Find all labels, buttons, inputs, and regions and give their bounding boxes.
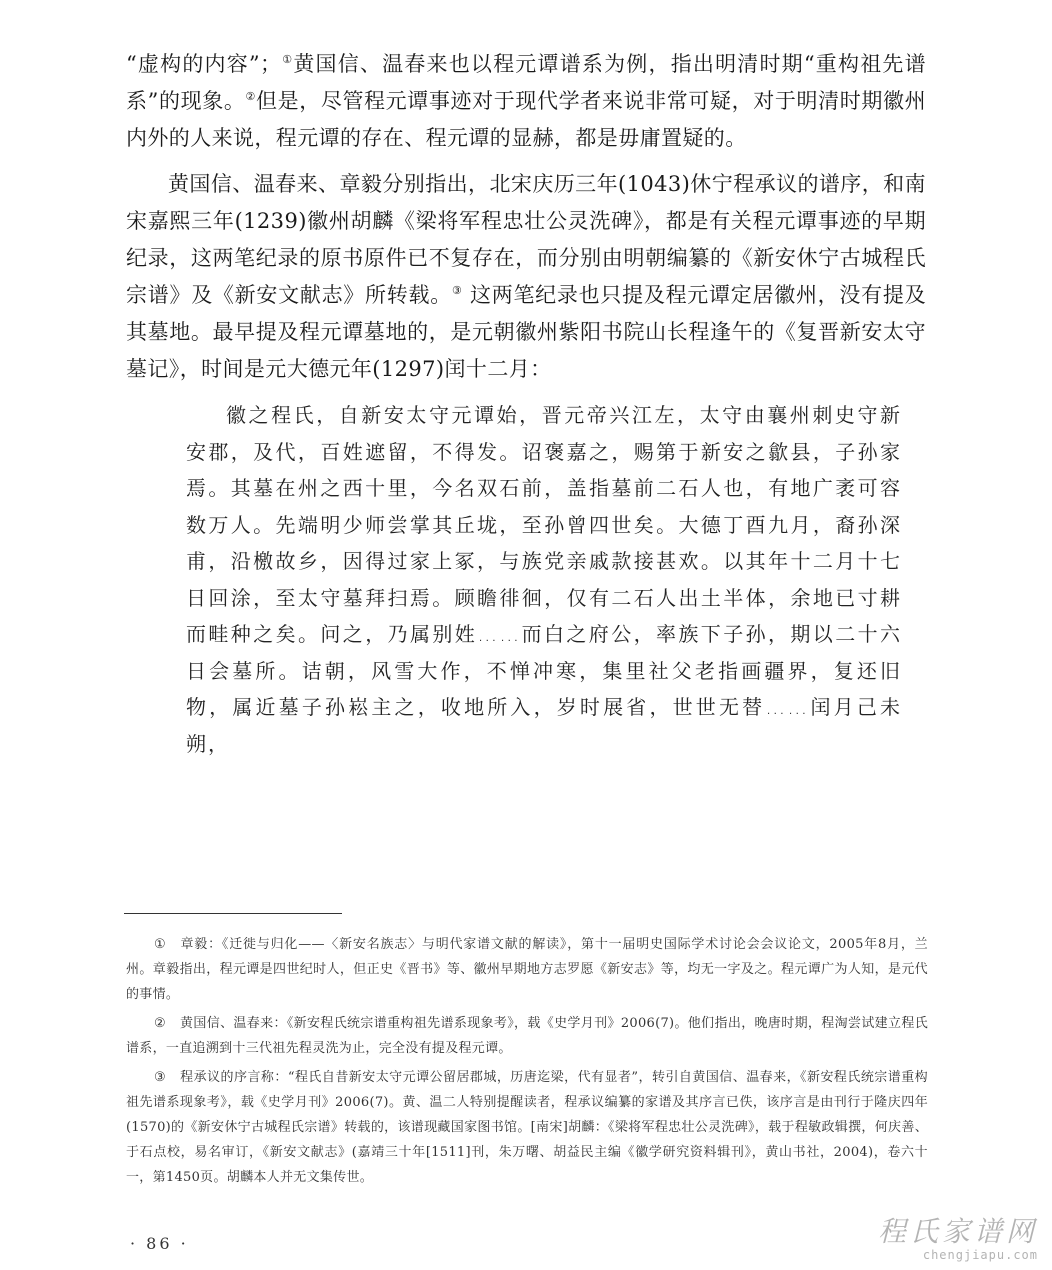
footnote-3: [126, 1065, 928, 1190]
paragraph-text: 这两笔纪录也只提及程元谭定居徽州，没有提及其墓地。最早提及程元谭墓地的，是元朝徽州紫阳书院山长程逢午的《复晋新安太守墓记》，时间是元大德元年(1297)闰十二月：: [126, 283, 927, 381]
paragraph-text: “虚构的内容”；: [126, 52, 282, 76]
footnote-mark: ②: [154, 1016, 166, 1031]
footnote-ref[interactable]: ①: [281, 53, 294, 66]
body-paragraph-1: [126, 46, 926, 157]
watermark: [878, 1216, 1038, 1262]
paragraph-text: 黄国信、温春来也以程元谭谱系为例，指出明清时期“重构祖先谱系”的现象。: [126, 52, 926, 113]
footnote-mark: ①: [154, 937, 166, 952]
footnotes-section: [126, 932, 928, 1194]
footnote-text: 程承议的序言称：“程氏自昔新安太守元谭公留居郡城，历唐迄梁，代有显者”，转引自黄国信、温春来，《新安程氏统宗谱重构祖先谱系现象考》，载《史学月刊》2006(7)。黄、温二人特别提醒读者，程承议编纂的家谱及其序言已佚，该序言是由刊行于隆庆四年(1570)的《新安休宁古城程氏宗谱》转载的，该谱现藏国家图书馆。[南宋]胡麟：《梁将军程忠壮公灵洗碑》，载于程敏政辑撰，何庆善、于石点校，易名审订，《新安文献志》(嘉靖三十年[1511]刊，朱万曙、胡益民主编《徽学研究资料辑刊》，黄山书社，2004)，卷六十一，第1450页。胡麟本人并无文集传世。: [126, 1070, 928, 1185]
footnote-1: [126, 932, 928, 1007]
footnote-2: [126, 1011, 928, 1061]
footnote-divider: [124, 913, 342, 914]
footnote-ref[interactable]: ③: [451, 284, 463, 297]
body-paragraph-2: [126, 166, 926, 388]
footnote-text: 章毅：《迁徙与归化——〈新安名族志〉与明代家谱文献的解读》，第十一届明史国际学术讨论会会议论文，2005年8月，兰州。章毅指出，程元谭是四世纪时人，但正史《晋书》等、徽州早期地方志罗愿《新安志》等，均无一字及之。程元谭广为人知，是元代的事情。: [126, 937, 928, 1002]
footnote-ref[interactable]: ②: [245, 90, 256, 103]
footnote-mark: ③: [154, 1070, 166, 1085]
paragraph-text: 但是，尽管程元谭事迹对于现代学者来说非常可疑，对于明清时期徽州内外的人来说，程元谭的存在、程元谭的显赫，都是毋庸置疑的。: [126, 89, 926, 150]
paragraph-text: 黄国信、温春来、章毅分别指出，北宋庆历三年(1043)休宁程承议的谱序，和南宋嘉熙三年(1239)徽州胡麟《梁将军程忠壮公灵洗碑》，都是有关程元谭事迹的早期纪录，这两笔纪录的原书原件已不复存在，而分别由明朝编纂的《新安休宁古城程氏宗谱》及《新安文献志》所转载。: [126, 172, 926, 307]
watermark-url: chengjiapu.com: [922, 1248, 1038, 1262]
page-number: · 86 ·: [130, 1234, 189, 1253]
block-quote: 徽之程氏，自新安太守元谭始，晋元帝兴江左，太守由襄州刺史守新安郡，及代，百姓遮留，不得发。诏褒嘉之，赐第于新安之歙县，子孙家焉。其墓在州之西十里，今名双石前，盖指墓前二石人也，有地广袤可容数万人。先端明少师尝掌其丘垅，至孙曾四世矣。大德丁酉九月，裔孙深甫，沿檄故乡，因得过家上冢，与族党亲戚款接甚欢。以其年十二月十七日回涂，至太守墓拜扫焉。顾瞻徘徊，仅有二石人出土半体，余地已寸耕而畦种之矣。问之，乃属别姓……而白之府公，率族下子孙，期以二十六日会墓所。诘朝，风雪大作，不惮冲寒，集里社父老指画疆界，复还旧物，属近墓子孙崧主之，收地所入，岁时展省，世世无替……闰月己未朔，: [186, 403, 902, 756]
watermark-text: 程氏家谱网: [877, 1215, 1038, 1248]
footnote-text: 黄国信、温春来：《新安程氏统宗谱重构祖先谱系现象考》，载《史学月刊》2006(7)。他们指出，晚唐时期，程淘尝试建立程氏谱系，一直追溯到十三代祖先程灵洗为止，完全没有提及程元谭。: [126, 1016, 928, 1056]
